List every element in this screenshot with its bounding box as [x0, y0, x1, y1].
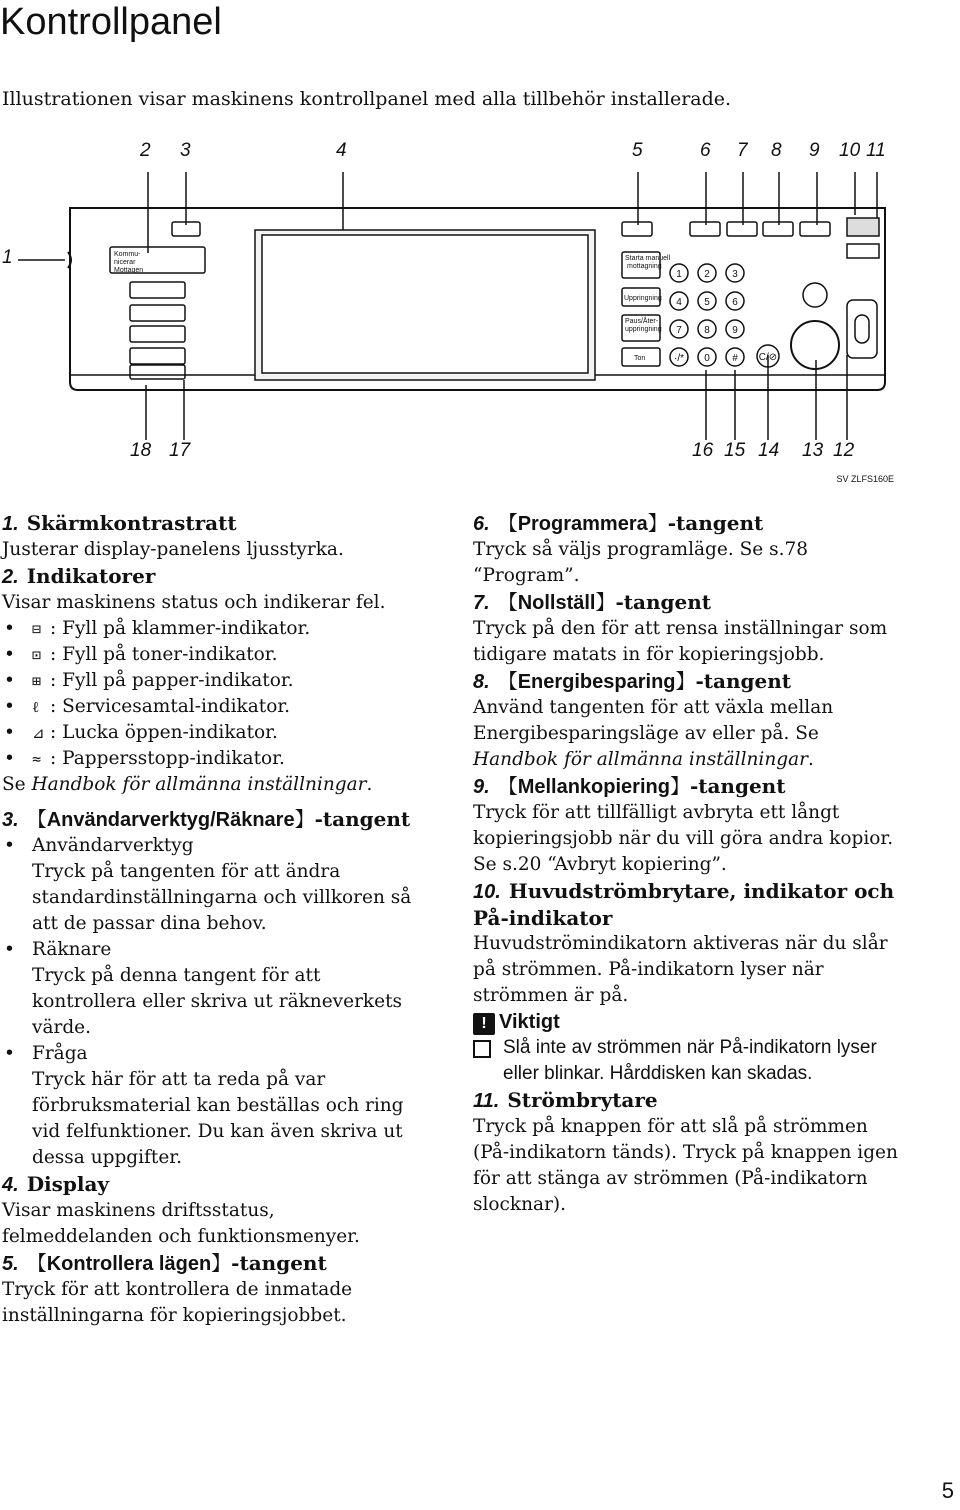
- indicator-service: • ℓ : Servicesamtal-indikator.: [2, 694, 427, 720]
- callout-7: 7: [737, 140, 748, 161]
- section-1-body: Justerar display-panelens ljusstyrka.: [2, 539, 344, 560]
- paper-icon: ⊞: [32, 672, 42, 690]
- section-3-item-1-body: Tryck på tangenten för att ändra standardinställningarna och villkoren så att de passar dina behov.: [32, 861, 412, 934]
- callout-2: 2: [140, 140, 151, 161]
- callout-12: 12: [833, 440, 855, 461]
- staple-icon: ⊟: [32, 620, 42, 638]
- svg-text:1: 1: [676, 269, 682, 280]
- callout-13: 13: [802, 440, 824, 461]
- svg-text:4: 4: [676, 297, 682, 308]
- section-11-heading: 11. Strömbrytare: [473, 1088, 658, 1112]
- callout-18: 18: [130, 440, 152, 461]
- callout-10: 10: [839, 140, 861, 161]
- section-2-see: Se Handbok för allmänna inställningar.: [2, 774, 373, 795]
- indicator-cover-open: • ⊿ : Lucka öppen-indikator.: [2, 720, 427, 746]
- callout-17: 17: [169, 440, 191, 461]
- svg-text:mottagning: mottagning: [627, 263, 662, 270]
- section-8-see: Handbok för allmänna inställningar.: [473, 749, 814, 770]
- left-column: [2, 510, 427, 1329]
- callout-5: 5: [632, 140, 643, 161]
- figure-reference: SV ZLFS160E: [836, 474, 894, 484]
- section-3-item-2-body: Tryck på denna tangent för att kontrollera eller skriva ut räkneverkets värde.: [32, 965, 402, 1038]
- callout-14: 14: [758, 440, 780, 461]
- callout-15: 15: [724, 440, 746, 461]
- section-3-item-3-body: Tryck här för att ta reda på var förbruksmaterial kan beställas och ring vid felfunktioner. Du kan även skriva ut dessa uppgifter.: [32, 1069, 404, 1168]
- svg-text:nicerar: nicerar: [114, 259, 136, 266]
- section-5-body: Tryck för att kontrollera de inmatade inställningarna för kopieringsjobbet.: [2, 1279, 353, 1326]
- callout-1: 1: [2, 247, 13, 268]
- svg-text:Paus/Åter-: Paus/Åter-: [625, 318, 659, 325]
- intro-text: Illustrationen visar maskinens kontrollpanel med alla tillbehör installerade.: [2, 88, 732, 110]
- svg-text:Starta manuell: Starta manuell: [625, 255, 671, 262]
- section-10-heading: 10. Huvudströmbrytare, indikator och På-indikator: [473, 879, 895, 930]
- section-11-body: Tryck på knappen för att slå på strömmen (På-indikatorn tänds). Tryck på knappen igen för att stänga av strömmen (På-indikatorn slocknar).: [473, 1116, 898, 1215]
- svg-text:0: 0: [704, 353, 710, 364]
- callout-3: 3: [180, 140, 191, 161]
- section-3-item-3-title: • Fråga: [2, 1041, 427, 1067]
- svg-text:#: #: [732, 353, 738, 364]
- section-2-body: Visar maskinens status och indikerar fel.: [2, 592, 386, 613]
- svg-text:5: 5: [704, 297, 710, 308]
- svg-text:uppringning: uppringning: [625, 326, 662, 333]
- page-number: 5: [941, 1478, 954, 1503]
- important-heading: ! Viktigt: [473, 1009, 898, 1035]
- toner-icon: ⊡: [32, 646, 42, 664]
- callout-8: 8: [771, 140, 782, 161]
- misfeed-icon: ≈: [32, 750, 42, 768]
- control-panel-illustration: [0, 160, 960, 450]
- section-3-item-2-title: • Räknare: [2, 937, 427, 963]
- section-7-body: Tryck på den för att rensa inställningar som tidigare matats in för kopieringsjobb.: [473, 618, 888, 665]
- svg-text:3: 3: [732, 269, 738, 280]
- section-6-heading: 6. 【Programmera】-tangent: [473, 511, 764, 535]
- indicator-toner: • ⊡ : Fyll på toner-indikator.: [2, 642, 427, 668]
- section-9-heading: 9. 【Mellankopiering】-tangent: [473, 774, 786, 798]
- section-6-body: Tryck så väljs programläge. Se s.78 “Program”.: [473, 539, 808, 586]
- section-10-body: Huvudströmindikatorn aktiveras när du slår på strömmen. På-indikatorn lyser när strömmen är på.: [473, 933, 888, 1006]
- callout-16: 16: [692, 440, 714, 461]
- right-column: [473, 510, 898, 1218]
- svg-text:2: 2: [704, 269, 710, 280]
- svg-text:7: 7: [676, 325, 682, 336]
- cover-open-icon: ⊿: [32, 724, 45, 742]
- indicator-misfeed: • ≈ : Pappersstopp-indikator.: [2, 746, 427, 772]
- section-4-body: Visar maskinens driftsstatus, felmeddelanden och funktionsmenyer.: [2, 1200, 360, 1247]
- section-3-heading: 3. 【Användarverktyg/Räknare】-tangent: [2, 807, 411, 831]
- svg-text:9: 9: [732, 325, 738, 336]
- section-7-heading: 7. 【Nollställ】-tangent: [473, 590, 712, 614]
- callout-11: 11: [866, 140, 886, 161]
- important-item: Slå inte av strömmen när På-indikatorn lyser eller blinkar. Hårddisken kan skadas.: [473, 1035, 898, 1087]
- checkbox-icon: [473, 1040, 491, 1058]
- svg-text:6: 6: [732, 297, 738, 308]
- svg-text:C/⊘: C/⊘: [758, 352, 778, 363]
- section-3-item-1-title: • Användarverktyg: [2, 833, 427, 859]
- indicator-paper: • ⊞ : Fyll på papper-indikator.: [2, 668, 427, 694]
- page-title: Kontrollpanel: [0, 1, 222, 43]
- section-9-body: Tryck för att tillfälligt avbryta ett långt kopieringsjobb när du vill göra andra kopior. Se s.20 “Avbryt kopiering”.: [473, 802, 894, 875]
- wrench-icon: ℓ: [32, 698, 40, 716]
- indicator-staples: • ⊟ : Fyll på klammer-indikator.: [2, 616, 427, 642]
- section-8-heading: 8. 【Energibesparing】-tangent: [473, 669, 792, 693]
- svg-text:Kommu-: Kommu-: [114, 251, 141, 258]
- svg-text:Uppringning: Uppringning: [624, 295, 662, 302]
- svg-text:8: 8: [704, 325, 710, 336]
- callout-6: 6: [700, 140, 711, 161]
- warning-icon: !: [473, 1013, 495, 1035]
- callout-9: 9: [809, 140, 820, 161]
- svg-text:Ton: Ton: [634, 355, 646, 362]
- section-1-heading: 1. Skärmkontrastratt: [2, 511, 237, 535]
- svg-text:·/*: ·/*: [674, 353, 684, 364]
- section-5-heading: 5. 【Kontrollera lägen】-tangent: [2, 1251, 327, 1275]
- section-4-heading: 4. Display: [2, 1172, 110, 1196]
- svg-text:Mottagen: Mottagen: [114, 267, 144, 274]
- section-8-body: Använd tangenten för att växla mellan Energibesparingsläge av eller på. Se: [473, 697, 834, 744]
- callout-4: 4: [336, 140, 347, 161]
- section-2-heading: 2. Indikatorer: [2, 564, 156, 588]
